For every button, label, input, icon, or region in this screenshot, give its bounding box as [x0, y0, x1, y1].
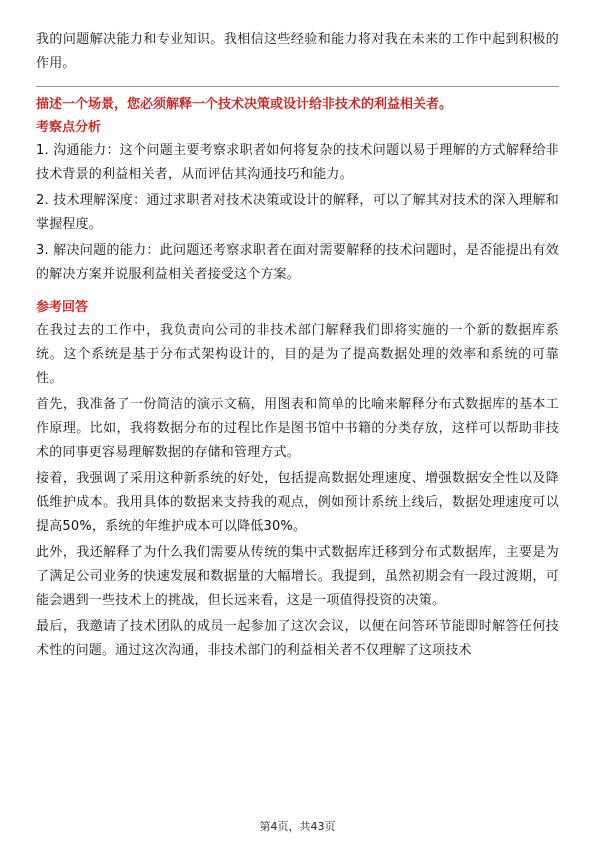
answer-paragraph: 最后，我邀请了技术团队的成员一起参加了这次会议，以便在问答环节能即时解答任何技术性的问题。通过这次沟通，非技术部门的利益相关者不仅理解了这项技术 — [36, 619, 559, 658]
answer-paragraph: 接着，我强调了采用这种新系统的好处，包括提高数据处理速度、增强数据安全性以及降低维护成本。我用具体的数据来支持我的观点，例如预计系统上线后，数据处理速度可以提高50%，系统的年维护成本可以降低30%。 — [36, 471, 559, 534]
analysis-point: 2. 技术理解深度：通过求职者对技术决策或设计的解释，可以了解其对技术的深入理解和掌握程度。 — [36, 193, 559, 232]
answer-heading: 参考回答 — [36, 300, 89, 315]
analysis-point: 3. 解决问题的能力：此问题还考察求职者在面对需要解释的技术问题时，是否能提出有效的解决方案并说服利益相关者接受这个方案。 — [36, 243, 559, 282]
page-number: 第4页，共43页 — [259, 820, 336, 833]
section-divider — [36, 86, 559, 87]
answer-paragraph: 此外，我还解释了为什么我们需要从传统的集中式数据库迁移到分布式数据库，主要是为了满足公司业务的快速发展和数据量的大幅增长。我提到，虽然初期会有一段过渡期，可能会遇到一些技术上的挑战，但长远来看，这是一项值得投资的决策。 — [36, 545, 559, 608]
intro-tail-paragraph: 我的问题解决能力和专业知识。我相信这些经验和能力将对我在未来的工作中起到积极的作用。 — [36, 32, 559, 71]
answer-paragraph: 首先，我准备了一份简洁的演示文稿，用图表和简单的比喻来解释分布式数据库的基本工作原理。比如，我将数据分布的过程比作是图书馆中书籍的分类存放，这样可以帮助非技术的同事更容易理解数据的存储和管理方式。 — [36, 397, 559, 460]
question-title: 描述一个场景，您必须解释一个技术决策或设计给非技术的利益相关者。 — [36, 97, 453, 112]
analysis-point: 1. 沟通能力：这个问题主要考察求职者如何将复杂的技术问题以易于理解的方式解释给非技术背景的利益相关者，从而评估其沟通技巧和能力。 — [36, 143, 559, 182]
analysis-heading: 考察点分析 — [36, 120, 102, 135]
document-page — [36, 28, 559, 663]
answer-paragraph: 在我过去的工作中，我负责向公司的非技术部门解释我们即将实施的一个新的数据库系统。这个系统是基于分布式架构设计的，目的是为了提高数据处理的效率和系统的可靠性。 — [36, 323, 559, 386]
